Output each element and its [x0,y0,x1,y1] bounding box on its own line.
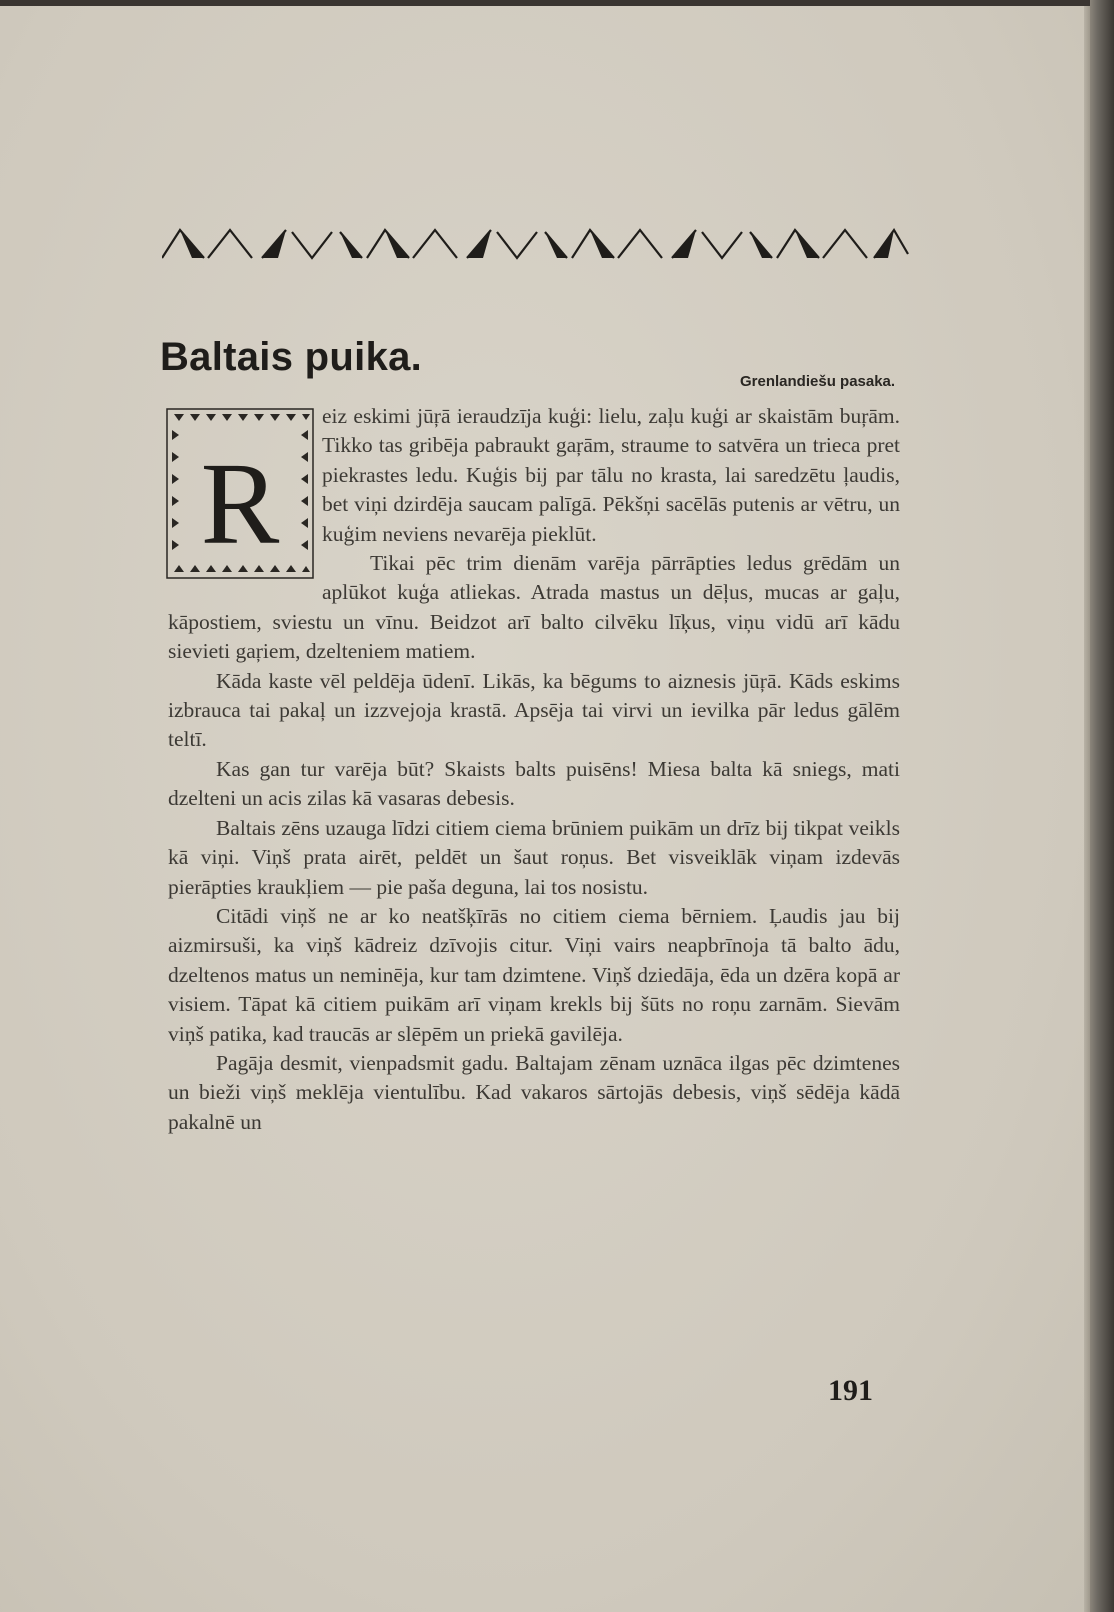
story-subtitle: Grenlandiešu pasaka. [740,373,896,390]
paragraph: eiz eskimi jūŗā ieraudzīja kuģi: lielu, zaļu kuģi ar skaistām buŗām. Tikko tas gribēja pabraukt gaŗām, straume to satvēra un trieca pret piekrastes ledu. Kuģis bij par tālu no krasta, lai saredzētu ļaudis, bet viņi dzirdēja saucam palīgā. Pēkšņi sacēlās putenis ar vētru, un kuģim neviens nevarēja pieklūt. [322,404,900,546]
paragraph: Citādi viņš ne ar ko neatšķīrās no citiem ciema bērniem. Ļaudis jau bij aizmirsuši, ka viņš kādreiz dzīvojis citur. Viņi vairs neapbrīnoja tā balto ādu, dzeltenos matus un neminēja, kur tam dzimtene. Viņš dziedāja, ēda un dzēra kopā ar visiem. Tāpat kā citiem puikām arī viņam krekls bij šūts no roņu zarnām. Sievām viņš patika, kad traucās ar slēpēm un priekā gavilēja. [168,903,900,1046]
book-spine [1090,0,1114,1612]
ornament-border [162,222,910,262]
paragraph: Baltais zēns uzauga līdzi citiem ciema brūniem puikām un drīz bij tikpat veikls kā viņi. Viņš prata airēt, peldēt un šaut roņus. Bet visveiklāk viņam izdevās pierāpties kraukļiem — pie paša deguna, lai tos nosistu. [168,815,900,899]
paragraph: Tikai pēc trim dienām varēja pārrāpties ledus grēdām un aplūkot kuģa atliekas. Atrada mastus un dēļus, mucas ar gaļu, kāpostiem, sviestu un vīnu. Beidzot arī balto cilvēku līķus, viņu vidū arī kādu sievieti gaŗiem, dzelteniem matiem. [168,551,900,664]
paragraph: Kas gan tur varēja būt? Skaists balts puisēns! Miesa balta kā sniegs, mati dzelteni un acis zilas kā vasaras debesis. [168,756,900,811]
paragraph: Kāda kaste vēl peldēja ūdenī. Likās, ka bēgums to aiznesis jūŗā. Kāds eskims izbrauca tai pakaļ un izzvejoja krastā. Apsēja tai virvi un ievilka pār ledus gālēm teltī. [168,668,900,752]
paragraph: Pagāja desmit, vienpadsmit gadu. Baltajam zēnam uznāca ilgas pēc dzimtenes un bieži viņš meklēja vientulību. Kad vakaros sārtojās debesis, viņš sēdēja kādā pakalnē un [168,1050,900,1134]
story-title: Baltais puika. [160,335,423,379]
page-number: 191 [828,1374,873,1407]
story-body [168,402,900,1137]
drop-cap-letter: R [200,438,280,569]
